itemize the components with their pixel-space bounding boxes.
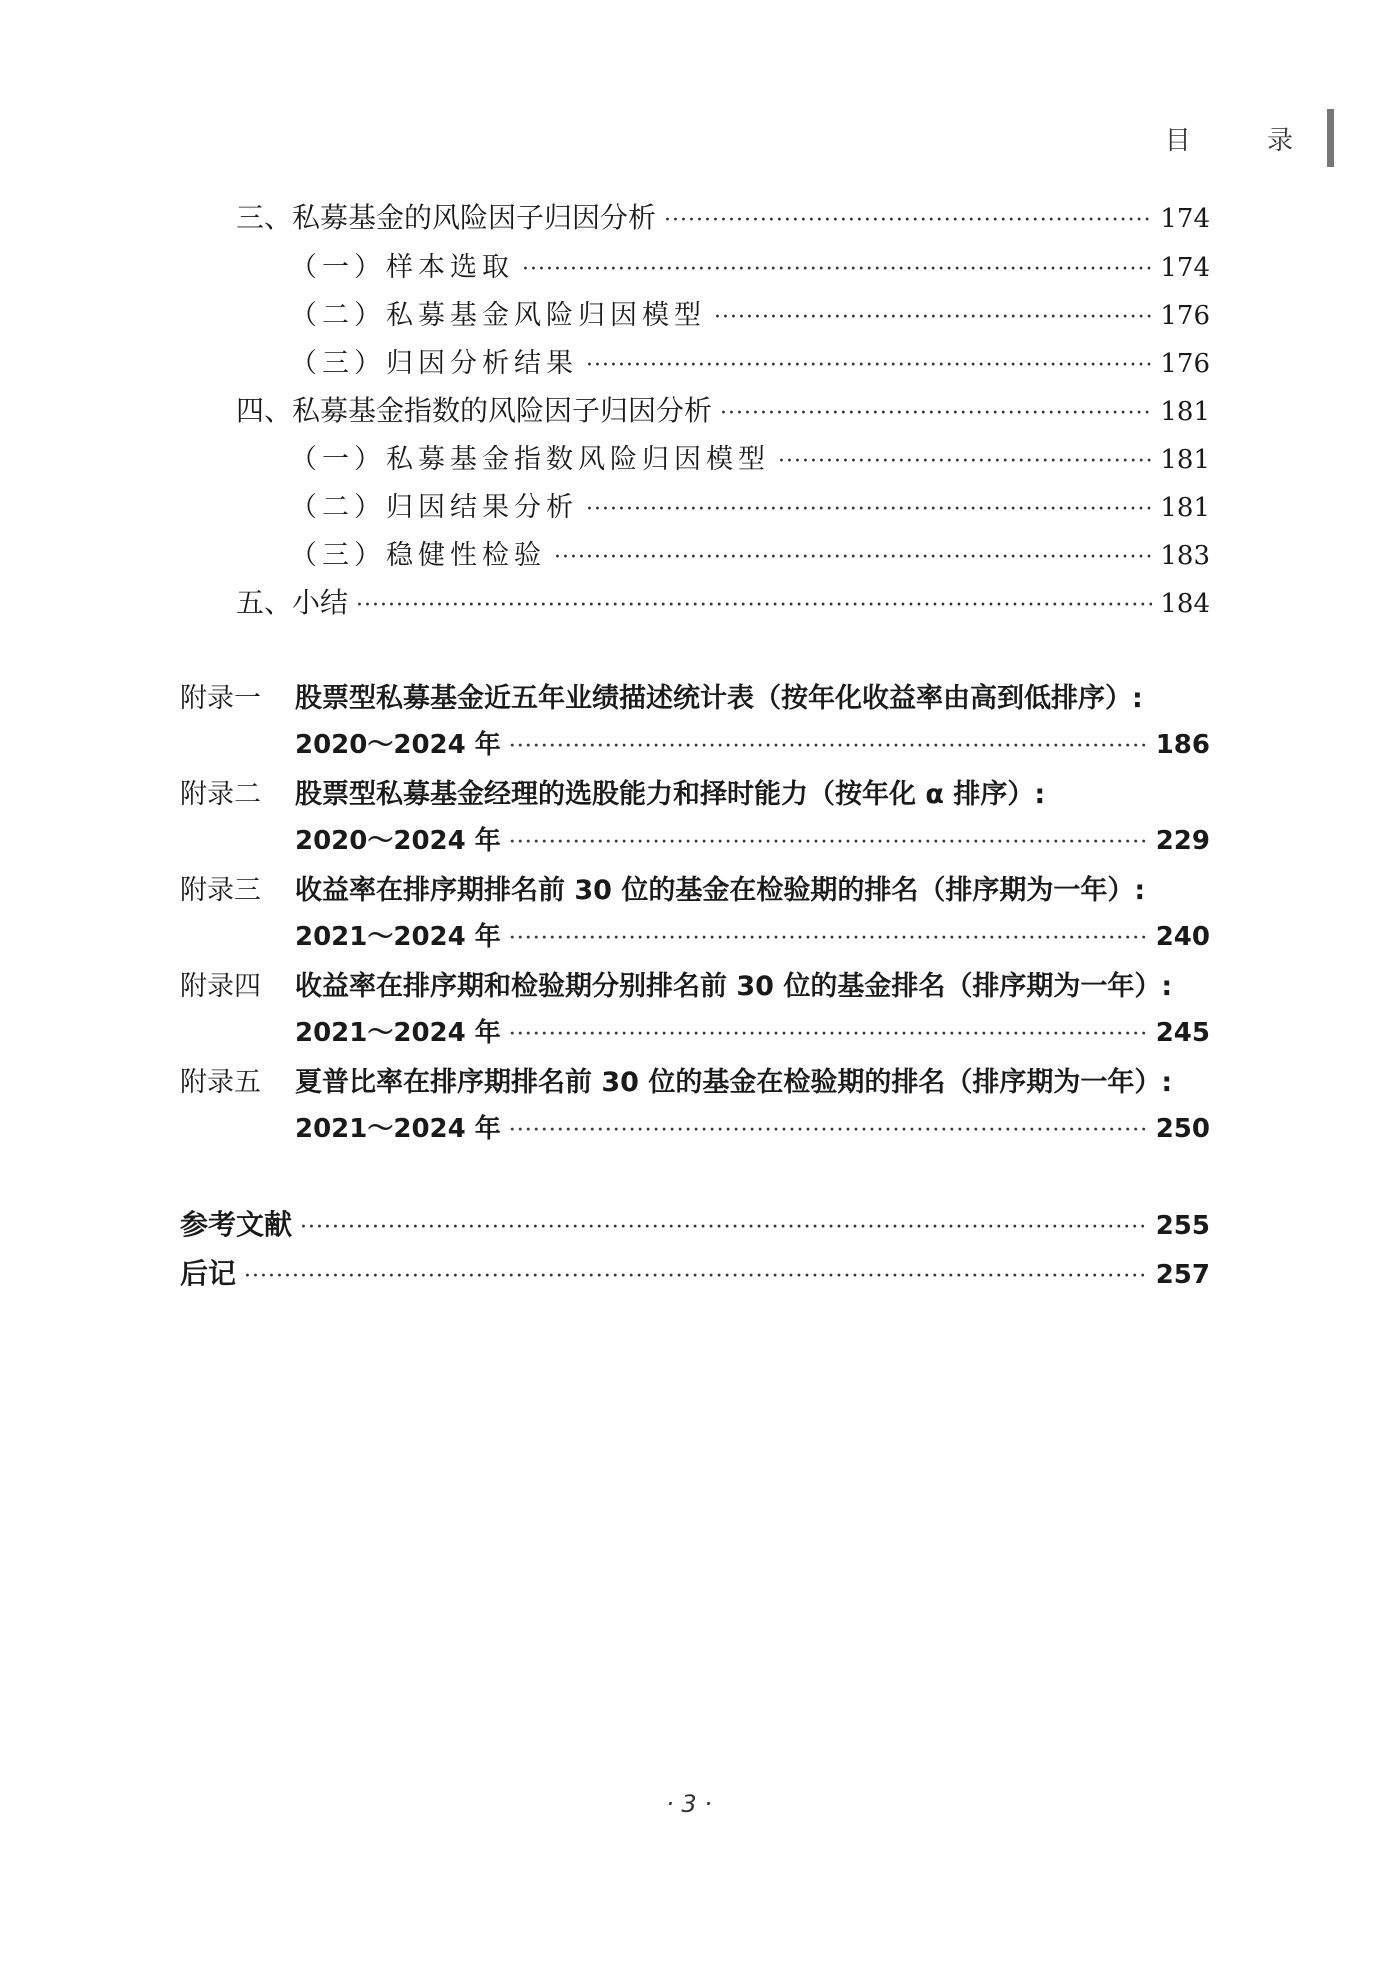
toc-appendix-4-range[interactable] xyxy=(295,1012,1210,1049)
running-head-title: 目 录 xyxy=(1164,125,1327,156)
toc-leader xyxy=(509,1118,1148,1143)
toc-appendix-3-title[interactable] xyxy=(180,868,1210,907)
toc-entry-3-2[interactable] xyxy=(290,293,1210,332)
toc-entry-4-3[interactable] xyxy=(290,533,1210,572)
toc-entry-page: 257 xyxy=(1155,1260,1210,1290)
toc-leader xyxy=(509,926,1148,951)
appendix-page: 229 xyxy=(1155,826,1210,856)
appendix-prefix: 附录一 xyxy=(180,683,261,714)
toc-entry-title: （一）私募基金指数风险归因模型 xyxy=(290,444,770,475)
toc-appendix-5-title[interactable] xyxy=(180,1060,1210,1099)
toc-leader xyxy=(356,593,1152,618)
appendix-range: 2020～2024 年 xyxy=(295,826,501,856)
toc-appendix-5-range[interactable] xyxy=(295,1108,1210,1145)
toc-appendix-2-range[interactable] xyxy=(295,820,1210,857)
toc-entry-page: 181 xyxy=(1160,445,1210,475)
toc-entry-page: 174 xyxy=(1160,204,1210,234)
toc-leader xyxy=(586,497,1152,522)
toc-entry-title: 四、私募基金指数的风险因子归因分析 xyxy=(236,394,713,427)
running-head xyxy=(1165,112,1334,164)
appendix-range: 2021～2024 年 xyxy=(295,1018,501,1048)
page-number: · 3 · xyxy=(666,1790,712,1818)
toc-entry-title: （三）稳健性检验 xyxy=(290,540,546,571)
appendix-page: 250 xyxy=(1155,1114,1210,1144)
toc-leader xyxy=(244,1264,1148,1289)
appendix-page: 245 xyxy=(1155,1018,1210,1048)
appendix-page: 186 xyxy=(1155,730,1210,760)
toc-entry-title: 参考文献 xyxy=(180,1208,293,1241)
toc-entry-title: 五、小结 xyxy=(236,586,349,619)
running-head-bar xyxy=(1327,109,1334,167)
toc-appendix-3-range[interactable] xyxy=(295,916,1210,953)
appendix-title: 夏普比率在排序期排名前 30 位的基金在检验期的排名（排序期为一年）: xyxy=(295,1067,1173,1098)
toc-leader xyxy=(300,1215,1148,1240)
toc-leader xyxy=(522,257,1152,282)
toc-entry-page: 184 xyxy=(1160,589,1210,619)
appendix-range: 2021～2024 年 xyxy=(295,1114,501,1144)
appendix-prefix: 附录四 xyxy=(180,971,261,1002)
toc-entry-4-2[interactable] xyxy=(290,485,1210,524)
toc-appendix-4-title[interactable] xyxy=(180,964,1210,1003)
toc-appendix-1-title[interactable] xyxy=(180,676,1210,715)
toc-leader xyxy=(586,353,1152,378)
appendix-range: 2021～2024 年 xyxy=(295,922,501,952)
toc-entry-page: 183 xyxy=(1160,541,1210,571)
toc-entry-4-1[interactable] xyxy=(290,437,1210,476)
toc-leader xyxy=(664,208,1152,233)
appendix-prefix: 附录三 xyxy=(180,875,261,906)
toc-entry-title: （三）归因分析结果 xyxy=(290,348,578,379)
toc-entry-section-5[interactable] xyxy=(236,581,1210,621)
toc-leader xyxy=(714,305,1152,330)
toc-leader xyxy=(778,449,1152,474)
appendix-prefix: 附录五 xyxy=(180,1067,261,1098)
toc-leader xyxy=(509,1022,1148,1047)
toc-entry-title: 后记 xyxy=(180,1257,237,1290)
toc-entry-references[interactable] xyxy=(180,1203,1210,1243)
toc-entry-page: 176 xyxy=(1160,349,1210,379)
toc-entry-page: 255 xyxy=(1155,1211,1210,1241)
toc-entry-3-1[interactable] xyxy=(290,245,1210,284)
toc-entry-page: 181 xyxy=(1160,493,1210,523)
toc-leader xyxy=(720,401,1152,426)
toc-entry-title: （一）样本选取 xyxy=(290,252,514,283)
appendix-page: 240 xyxy=(1155,922,1210,952)
appendix-title: 股票型私募基金经理的选股能力和择时能力（按年化 α 排序）: xyxy=(295,779,1046,810)
appendix-range: 2020～2024 年 xyxy=(295,730,501,760)
appendix-title: 收益率在排序期排名前 30 位的基金在检验期的排名（排序期为一年）: xyxy=(295,875,1146,906)
toc-entry-afterword[interactable] xyxy=(180,1252,1210,1292)
toc-appendix-2-title[interactable] xyxy=(180,772,1210,811)
toc-entry-page: 174 xyxy=(1160,253,1210,283)
appendix-title: 股票型私募基金近五年业绩描述统计表（按年化收益率由高到低排序）: xyxy=(295,683,1143,714)
toc-entry-title: （二）私募基金风险归因模型 xyxy=(290,300,706,331)
toc-appendix-1-range[interactable] xyxy=(295,724,1210,761)
toc-entry-3-3[interactable] xyxy=(290,341,1210,380)
toc-entry-section-4[interactable] xyxy=(236,389,1210,429)
appendix-title: 收益率在排序期和检验期分别排名前 30 位的基金排名（排序期为一年）: xyxy=(295,971,1173,1002)
toc-entry-page: 181 xyxy=(1160,397,1210,427)
toc-entry-title: （二）归因结果分析 xyxy=(290,492,578,523)
toc-leader xyxy=(509,734,1148,759)
toc-entry-page: 176 xyxy=(1160,301,1210,331)
toc-leader xyxy=(509,830,1148,855)
toc-entry-section-3[interactable] xyxy=(236,196,1210,236)
toc-leader xyxy=(554,545,1152,570)
appendix-prefix: 附录二 xyxy=(180,779,261,810)
toc-entry-title: 三、私募基金的风险因子归因分析 xyxy=(236,201,657,234)
